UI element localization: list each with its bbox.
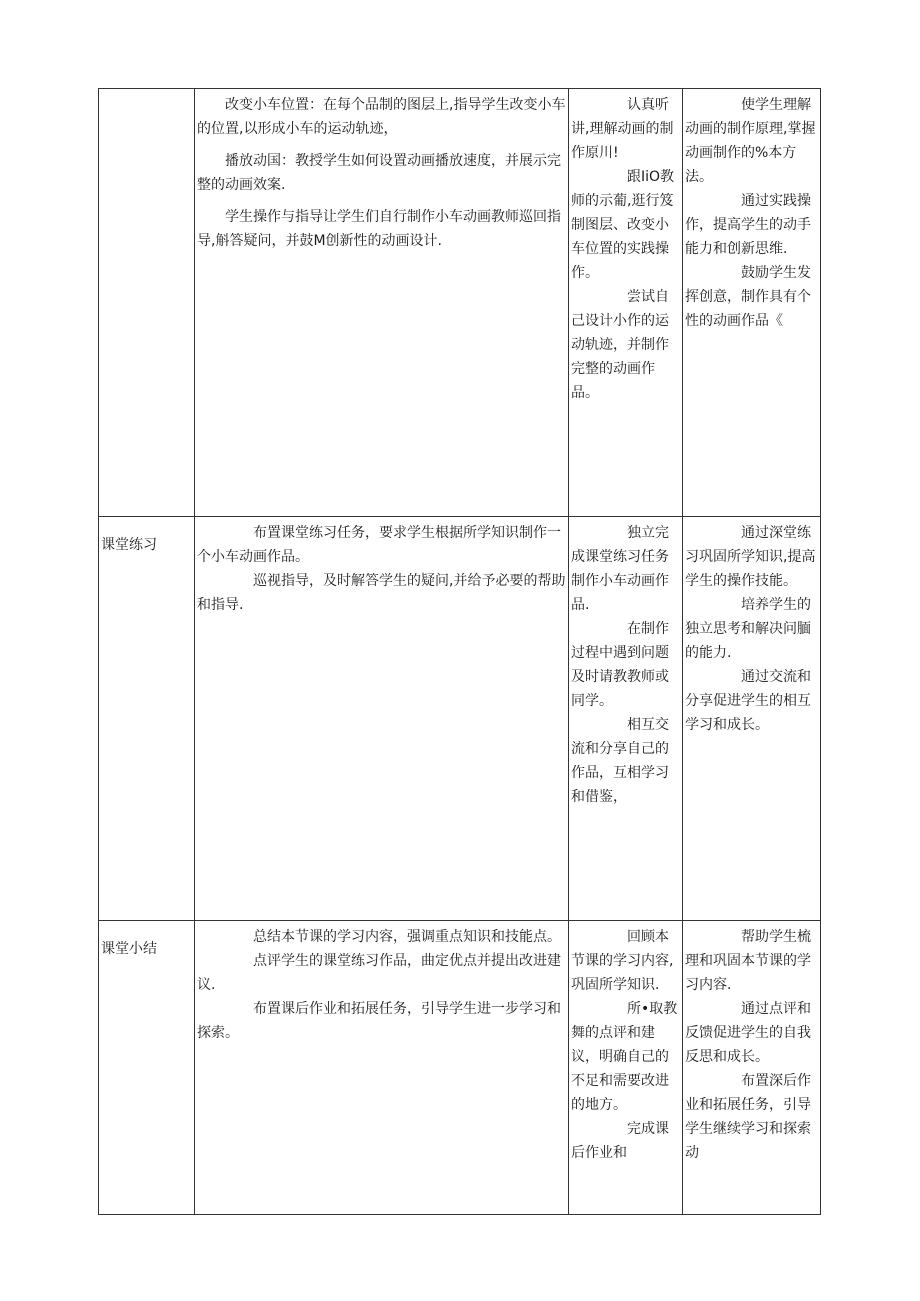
- design-purpose-text: 使学生理解动画的制作原理,掌握动画制作的%本方法。: [685, 97, 816, 185]
- student-activity-text: 尝试自己设计小作的运动轨迹，并制作完整的动画作品。: [571, 289, 669, 401]
- design-purpose-text: 鼓励学生发挥创意，制作具有个性的动画作品《: [685, 265, 811, 329]
- teacher-activity-text: 点评学生的课堂练习作品，曲定优点并提出改进建议.: [197, 953, 561, 993]
- stage-label: 课堂练习: [101, 537, 157, 553]
- design-purpose-cell: [683, 89, 821, 517]
- student-activity-text: 所•取教舞的点评和建议，明确自己的不足和需要改进的地方。: [571, 1001, 678, 1113]
- teacher-activity-text: 巡视指导，及时解答学生的疑问,并给予必要的帮助和指导.: [197, 573, 566, 613]
- student-activity-text: 回顾本节课的学习内容,巩固所学知识.: [571, 929, 674, 993]
- design-purpose-text: 布置深后作业和拓展任务，引导学生继续学习和探索动: [685, 1073, 811, 1161]
- stage-cell: [99, 517, 195, 921]
- teacher-activity-text: 总结本节课的学习内容，强调重点知识和技能点。: [253, 929, 561, 945]
- table-row: [99, 89, 821, 517]
- table-row: [99, 517, 821, 921]
- student-activity-cell: [569, 517, 683, 921]
- stage-cell: [99, 921, 195, 1215]
- design-purpose-text: 帮助学生梳理和巩固本节课的学习内容.: [685, 929, 811, 993]
- stage-label: [99, 89, 194, 105]
- teacher-activity-cell: [195, 517, 569, 921]
- student-activity-text: 跟IiO教师的示葡,逛行笈制图层、改变小车位置的实践操作。: [571, 169, 675, 281]
- student-activity-text: 完成课后作业和: [571, 1121, 669, 1161]
- design-purpose-cell: [683, 921, 821, 1215]
- teacher-activity-text: 播放动国：教授学生如何设置动画播放速度，并展示完整的动画效案.: [197, 153, 561, 193]
- table-row: [99, 921, 821, 1215]
- teacher-activity-cell: [195, 921, 569, 1215]
- stage-label: 课堂小结: [101, 941, 157, 957]
- student-activity-text: 相互交流和分享自己的作品，互相学习和借鉴，: [571, 717, 669, 805]
- teacher-activity-text: 学生操作与指导让学生们自行制作小车动画教师巡回指导,斛答疑问，并鼓M创新性的动画设计.: [197, 209, 561, 249]
- student-activity-text: 在制作过程中遇到问题及时请教教师或同学。: [571, 621, 669, 709]
- stage-cell: [99, 89, 195, 517]
- design-purpose-text: 培养学生的独立思考和解决问腼的能力.: [685, 597, 811, 661]
- design-purpose-text: 通过交流和分享促进学生的相互学习和成长。: [685, 669, 811, 733]
- student-activity-text: 独立完成课堂练习任务制作小车动画作品.: [571, 525, 669, 613]
- design-purpose-text: 通过实践操作，提高学生的动手能力和创新思维.: [685, 193, 811, 257]
- teacher-activity-text: 布置课后作业和拓展任务，引导学生进一步学习和探索。: [197, 1001, 561, 1041]
- student-activity-text: 认真听讲,理解动画的制作原川!: [571, 97, 674, 161]
- student-activity-cell: [569, 89, 683, 517]
- teacher-activity-text: 改变小车位置：在每个品制的图层上,指导学生改变小车的位置,以形成小车的运动轨迹，: [197, 97, 566, 137]
- lesson-plan-table: [98, 88, 821, 1215]
- design-purpose-text: 通过点评和反馈促进学生的自我反思和成长。: [685, 1001, 811, 1065]
- teacher-activity-cell: [195, 89, 569, 517]
- teacher-activity-text: 布置课堂练习任务，要求学生根据所学知识制作一个小车动画作品。: [197, 525, 561, 565]
- design-purpose-text: 通过深堂练习巩固所学知识,提高学生的操作技能。: [685, 525, 816, 589]
- design-purpose-cell: [683, 517, 821, 921]
- student-activity-cell: [569, 921, 683, 1215]
